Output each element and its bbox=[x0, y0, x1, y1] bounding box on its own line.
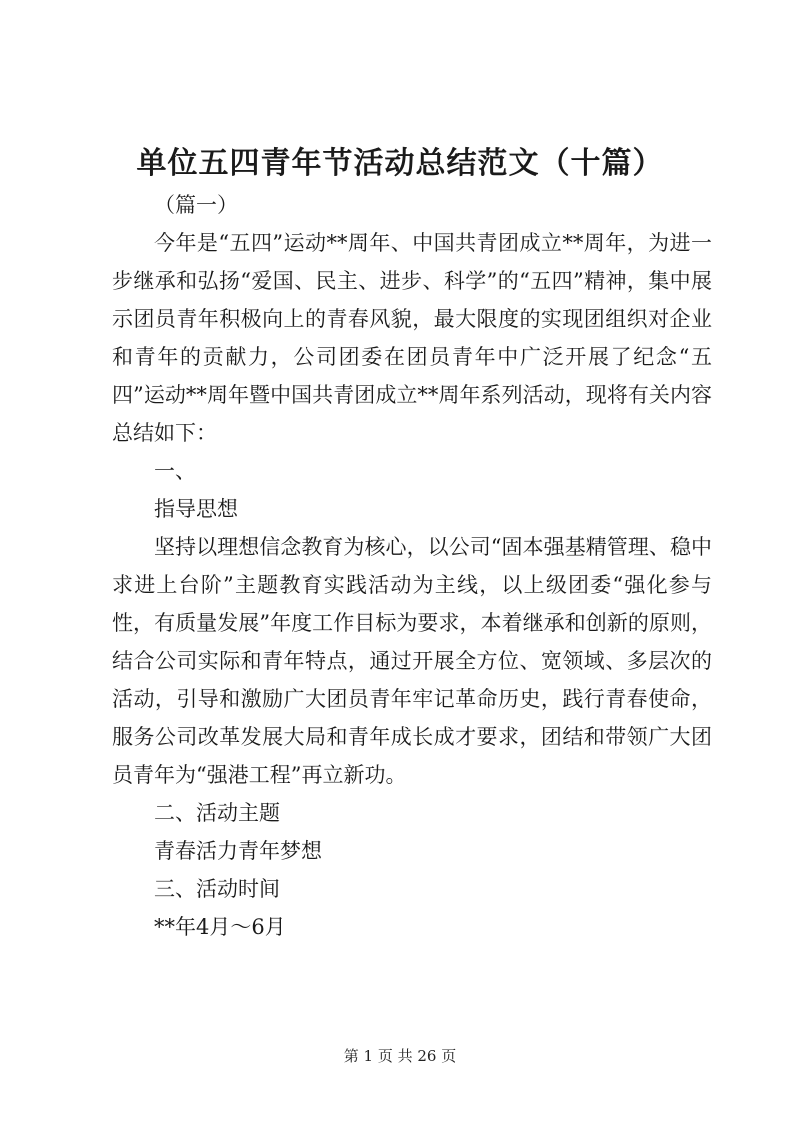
section-label-part-one: （篇一） bbox=[154, 193, 238, 217]
intro-paragraph: 今年是“五四”运动**周年、中国共青团成立**周年，为进一步继承和弘扬“爱国、民主、进步、科学”的“五四”精神，集中展示团员青年积极向上的青春风貌，最大限度的实现团组织对企业和青年的贡献力，公司团委在团员青年中广泛开展了纪念“五四”运动**周年暨中国共青团成立**周年系列活动，现将有关内容总结如下： bbox=[112, 231, 712, 445]
page-number-footer: 第 1 页 共 26 页 bbox=[343, 1047, 457, 1065]
document-title: 单位五四青年节活动总结范文（十篇） bbox=[136, 146, 664, 181]
activity-time-text: **年4月～6月 bbox=[154, 915, 286, 939]
guiding-thought-paragraph: 坚持以理想信念教育为核心，以公司“固本强基精管理、稳中求进上台阶”主题教育实践活动为主线，以上级团委“强化参与性，有质量发展”年度工作目标为要求，本着继承和创新的原则，结合公司实际和青年特点，通过开展全方位、宽领域、多层次的活动，引导和激励广大团员青年牢记革命历史，践行青春使命，服务公司改革发展大局和青年成长成才要求，团结和带领广大团员青年为“强港工程”再立新功。 bbox=[112, 535, 712, 787]
section-heading-one-number: 一、 bbox=[154, 459, 196, 483]
section-heading-activity-theme: 二、活动主题 bbox=[154, 801, 280, 825]
section-heading-activity-time: 三、活动时间 bbox=[154, 877, 280, 901]
section-heading-guiding-thought: 指导思想 bbox=[154, 497, 238, 521]
document-body bbox=[112, 186, 712, 946]
activity-theme-text: 青春活力青年梦想 bbox=[154, 839, 322, 863]
